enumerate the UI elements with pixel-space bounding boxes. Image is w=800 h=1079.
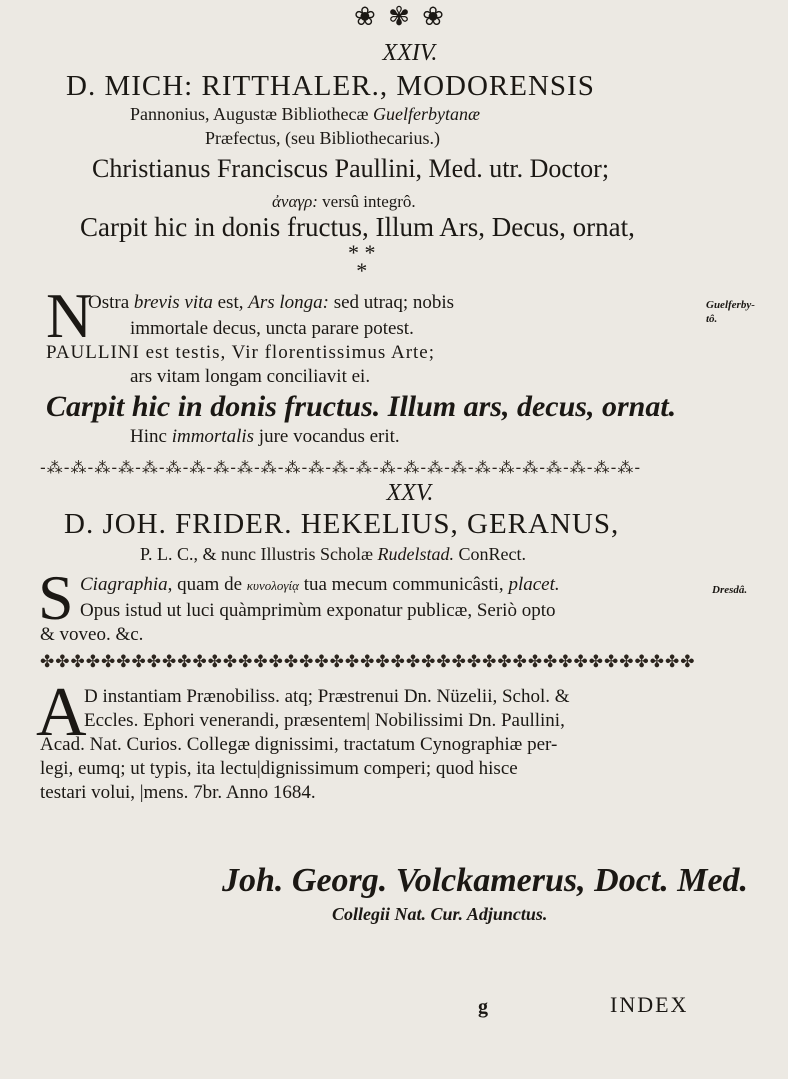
signature-mark: g (478, 996, 488, 1018)
anagram-line: Carpit hic in donis fructus, Illum Ars, Decus, ornat, (80, 212, 635, 242)
verse-line-2: immortale decus, uncta parare potest. (130, 318, 414, 339)
margin-note-guelferbyto: Guelferby-tô. (706, 299, 755, 325)
verse-line-1 (88, 292, 454, 314)
anagram-label: ἀναγρ: (272, 192, 318, 211)
verse-6b: immortalis (171, 426, 255, 447)
anagram-note (272, 192, 416, 212)
signature-title: Collegii Nat. Cur. Adjunctus. (332, 904, 548, 924)
verse-1e: sed utraq; nobis (328, 292, 455, 313)
top-ornament: ❀ ✾ ❀ (354, 2, 446, 32)
verse-line-4: ars vitam longam conciliavit ei. (130, 366, 371, 387)
verse-line-3: PAULLINI est testis, Vir florentissimus Arte; (46, 342, 436, 363)
catchword: INDEX (610, 992, 689, 1017)
testimony-line-5: testari volui, |mens. 7br. Anno 1684. (40, 782, 316, 803)
hekelius-title-c: ConRect. (454, 544, 527, 564)
hekelius-title-b: Rudelstad. (377, 544, 455, 564)
verse-6c: jure vocandus erit. (254, 426, 400, 447)
testimony-line-1: D instantiam Prænobiliss. atq; Præstrenui Dn. Nüzelii, Schol. & (84, 686, 570, 707)
page-edge (788, 0, 800, 1079)
testimony-line-4: legi, eumq; ut typis, ita lectu|dignissimum comperi; quod hisce (40, 758, 518, 779)
author-title-text: Pannonius, Augustæ Bibliothecæ (130, 104, 374, 124)
letter-1e: placet. (508, 574, 560, 595)
verse-1b: brevis vita (133, 292, 213, 313)
dropcap-a: A (36, 674, 87, 751)
verse-line-5: Carpit hic in donis fructus. Illum ars, decus, ornat. (46, 390, 677, 423)
ornamental-divider-1: -⁂-⁂-⁂-⁂-⁂-⁂-⁂-⁂-⁂-⁂-⁂-⁂-⁂-⁂-⁂-⁂-⁂-⁂-⁂-⁂-⁂-⁂-⁂-⁂-⁂- (40, 458, 642, 477)
asterism: * * * (348, 240, 376, 283)
letter-line-2: Opus istud ut luci quàmprimùm exponatur publicæ, Seriò opto (80, 600, 556, 621)
signature: Joh. Georg. Volckamerus, Doct. Med. (222, 862, 749, 899)
verse-1a: Ostra (88, 292, 134, 313)
letter-1c: κυνολογίᾳ (246, 578, 299, 593)
testimony-line-2: Eccles. Ephori venerandi, præsentem| Nobilissimi Dn. Paullini, (84, 710, 565, 731)
anagram-text: versû integrô. (317, 192, 416, 211)
author-office-line: Præfectus, (seu Bibliothecarius.) (205, 128, 440, 148)
author-heading-hekelius: D. JOH. FRIDER. HEKELIUS, GERANUS, (64, 508, 620, 540)
letter-1a: Ciagraphia (80, 574, 168, 595)
dropcap-s: S (38, 562, 74, 633)
section-number-25: XXV. (386, 480, 434, 506)
dropcap-n: N (46, 280, 93, 351)
hekelius-title-line (140, 544, 526, 565)
dedicatee-line: Christianus Franciscus Paullini, Med. utr. Doctor; (92, 154, 610, 183)
verse-1c: est, (212, 292, 249, 313)
letter-line-3: & voveo. &c. (40, 624, 144, 645)
letter-1b: , quam de (167, 574, 247, 595)
author-title-italic: Guelferbytanæ (373, 104, 481, 124)
margin-note-dresda: Dresdâ. (712, 584, 748, 596)
letter-line-1 (80, 574, 560, 596)
verse-line-6 (130, 426, 400, 448)
author-heading-ritthaler: D. MICH: RITTHALER., MODORENSIS (66, 70, 595, 102)
ornamental-divider-2: ✤✤✤✤✤✤✤✤✤✤✤✤✤✤✤✤✤✤✤✤✤✤✤✤✤✤✤✤✤✤✤✤✤✤✤✤✤✤✤✤✤✤✤ (40, 652, 696, 672)
hekelius-title-a: P. L. C., & nunc Illustris Scholæ (140, 544, 378, 564)
author-title-line (130, 104, 480, 125)
testimony-line-3: Acad. Nat. Curios. Collegæ dignissimi, tractatum Cynographiæ per- (40, 734, 558, 755)
section-number-24: XXIV. (382, 40, 438, 66)
verse-6a: Hinc (130, 426, 172, 447)
verse-1d: Ars longa: (248, 292, 329, 313)
letter-1d: tua mecum communicâsti, (298, 574, 509, 595)
